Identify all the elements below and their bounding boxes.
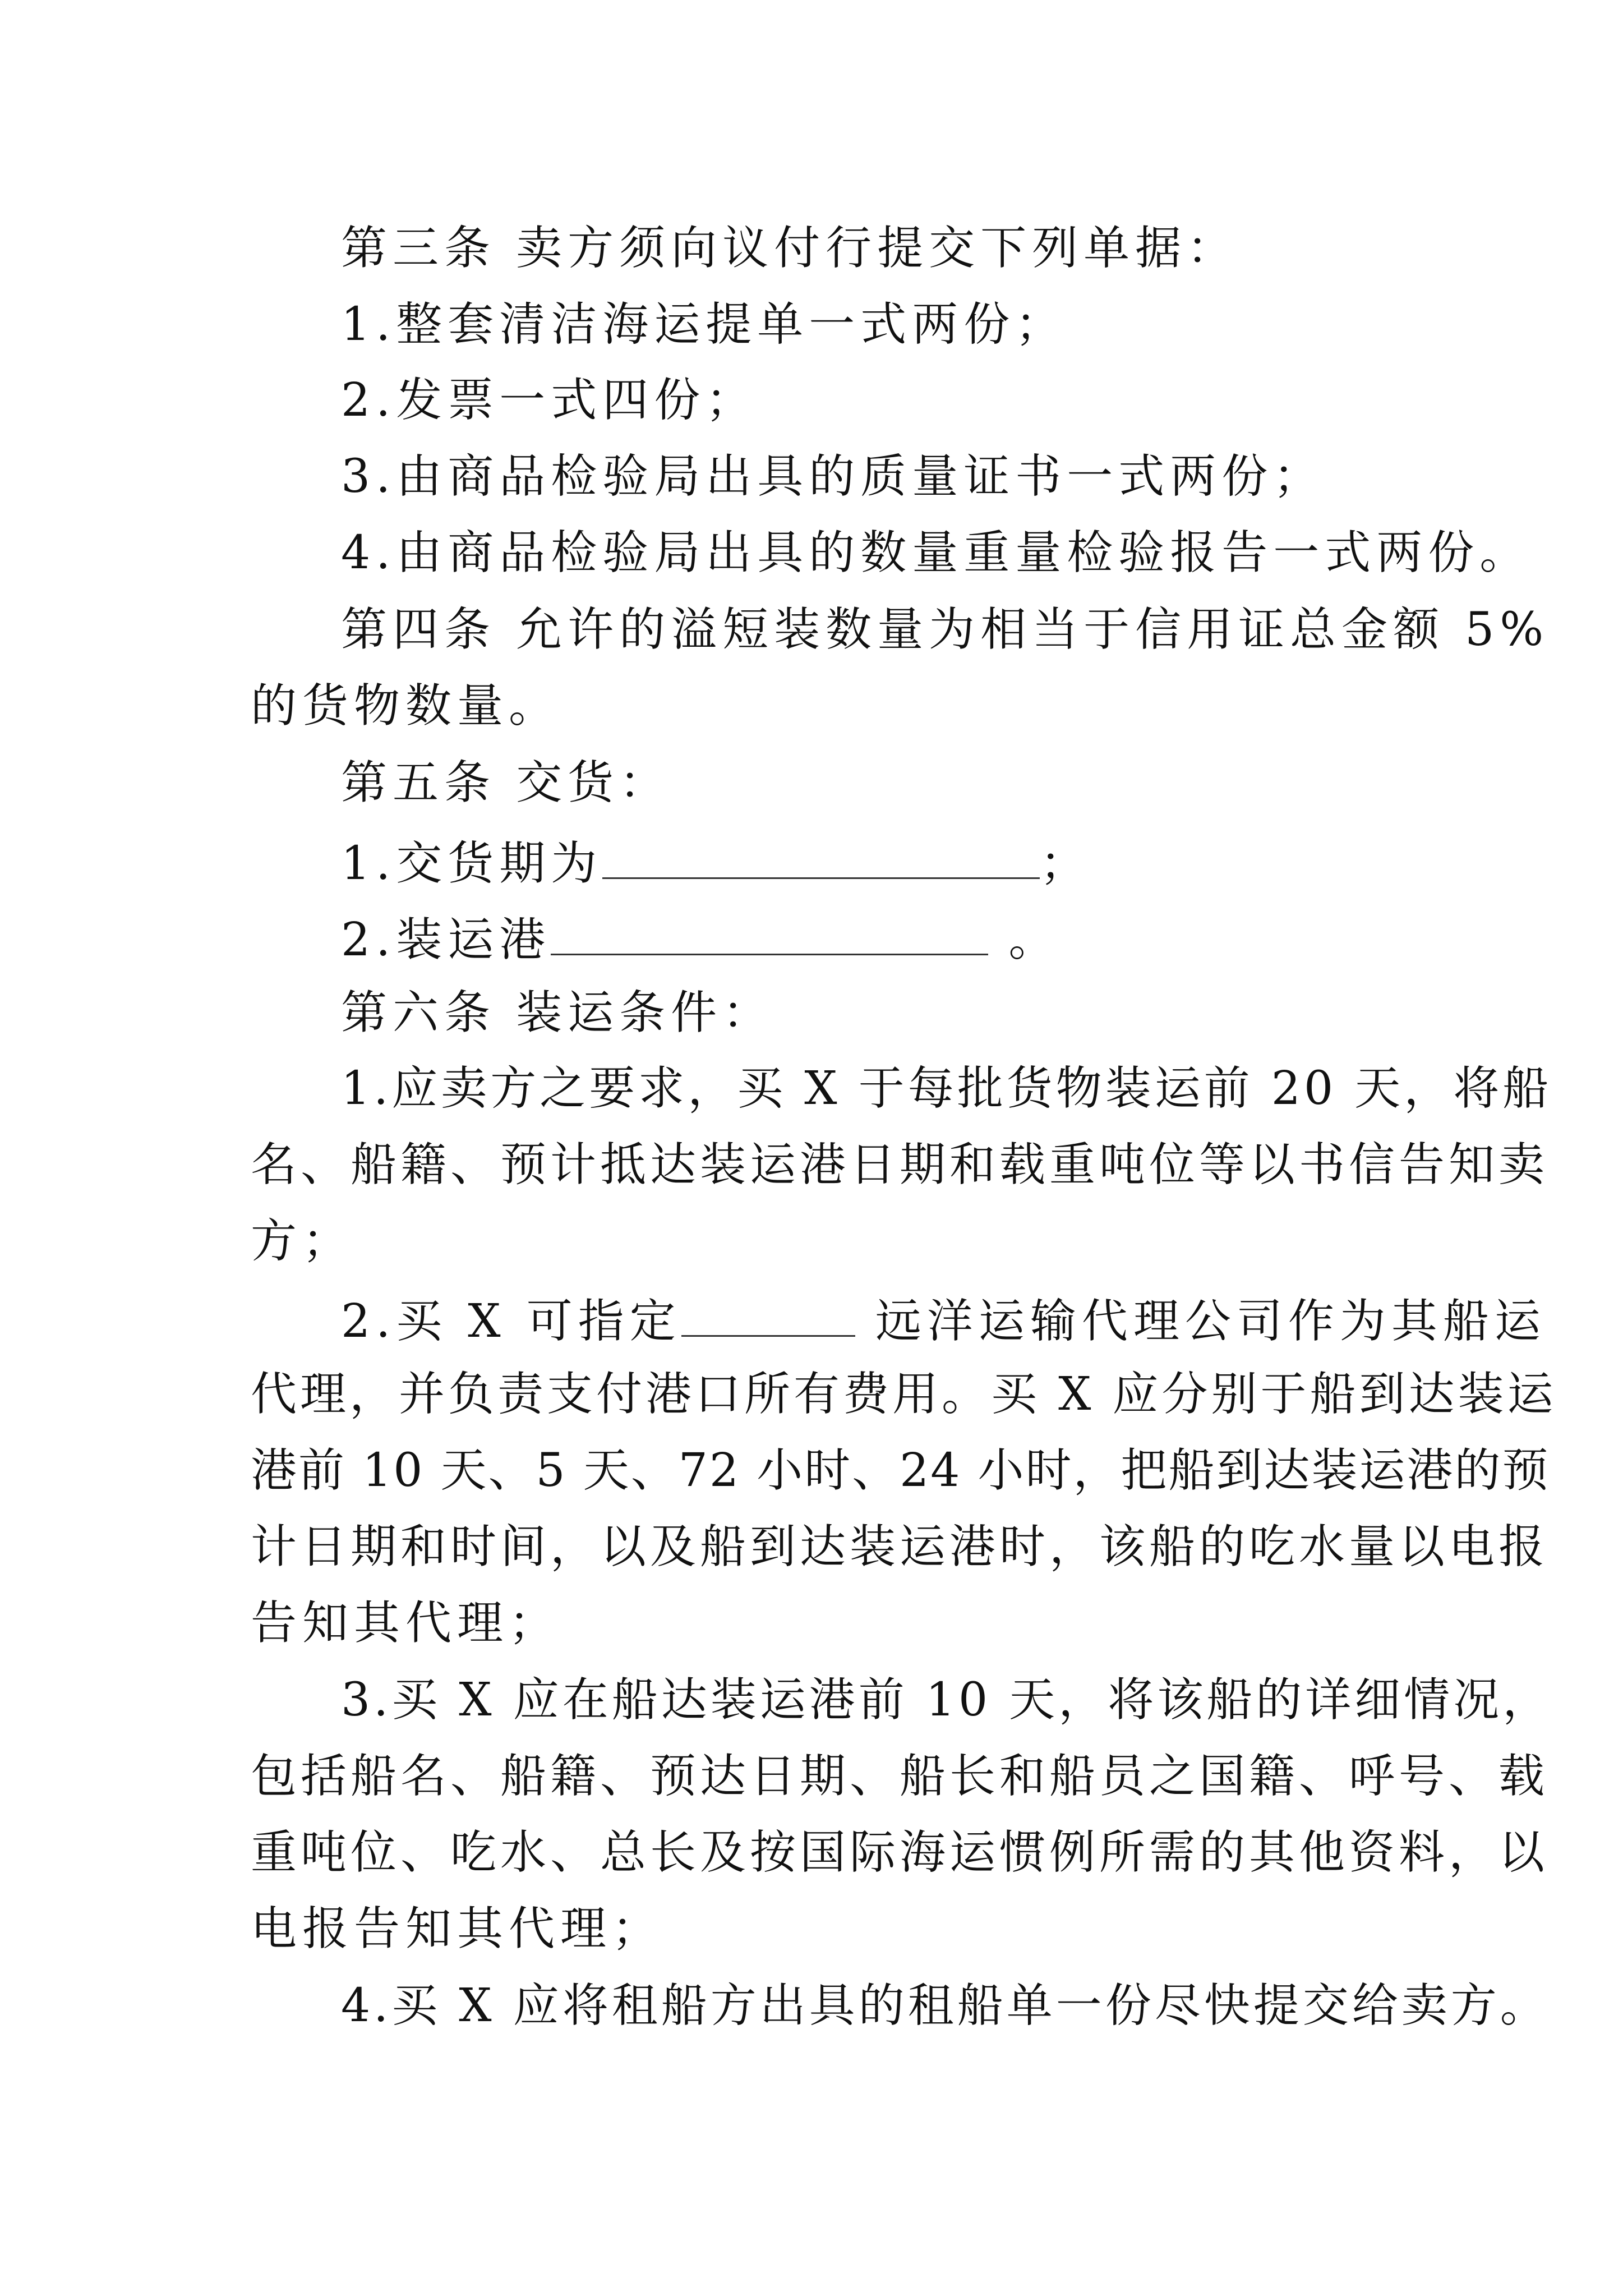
text-line [341,910,1060,967]
text-line [251,1368,1557,1421]
text-segment: 计日期和时间，以及船到达装运港时，该船的吃水量以电报 [251,1520,1549,1573]
text-line [341,222,1238,275]
text-line [341,603,1549,657]
text-segment: 4.由商品检验局出具的数量重量检验报告一式两份。 [341,526,1532,579]
text-segment: 1.整套清洁海运提单一式两份； [341,298,1067,351]
text-line [341,298,1067,352]
text-line [251,1750,1548,1803]
text-line [251,1444,1550,1498]
text-line [341,1673,1552,1727]
text-line [251,1596,560,1650]
text-segment: 1.交货期为 [341,837,603,890]
text-segment: 的货物数量。 [251,679,561,733]
text-line [341,834,1091,891]
text-line [341,526,1531,580]
text-segment: 港前 10 天、5 天、72 小时、24 小时，把船到达装运港的预 [251,1444,1550,1497]
fill-in-blank[interactable] [681,1291,855,1337]
text-segment: 名、船籍、预计抵达装运港日期和载重吨位等以书信告知卖 [251,1138,1549,1191]
text-line [341,1291,1546,1349]
text-segment: 第四条 允许的溢短装数量为相当于信用证总金额 5% [341,603,1550,656]
text-line [341,756,671,810]
text-line [251,1902,663,1956]
text-segment: 3.由商品检验局出具的质量证书一式两份； [341,450,1325,503]
text-segment: 重吨位、吃水、总长及按国际海运惯例所需的其他资料，以 [251,1826,1549,1879]
text-segment: 第六条 装运条件： [341,986,774,1039]
text-segment: 3.买 X 应在船达装运港前 10 天，将该船的详细情况， [341,1673,1552,1727]
text-segment: 2.装运港 [341,913,551,967]
text-segment: ； [1040,837,1092,890]
text-segment: 电报告知其代理； [251,1902,664,1955]
fill-in-blank[interactable] [602,834,1040,879]
text-segment: 2.发票一式四份； [341,374,758,427]
text-segment: 1.应卖方之要求，买 X 于每批货物装运前 20 天，将船 [341,1062,1552,1115]
text-line [341,986,774,1040]
text-line [341,374,757,427]
text-segment: 方； [251,1214,354,1268]
text-line [341,450,1325,504]
text-segment: 第五条 交货： [341,756,671,809]
text-line [341,1062,1552,1116]
text-segment: 4.买 X 应将租船方出具的租船单一份尽快提交给卖方。 [341,1979,1550,2032]
text-line [341,1979,1550,2033]
text-line [251,1138,1548,1192]
text-line [251,1520,1548,1574]
text-line [251,1214,354,1268]
text-segment: 2.买 X 可指定 [341,1295,681,1348]
text-line [251,1826,1548,1880]
text-segment: 代理，并负责支付港口所有费用。买 X 应分别于船到达装运 [251,1368,1557,1421]
text-segment: 远洋运输代理公司作为其船运 [855,1295,1546,1348]
text-segment: 。 [988,913,1061,967]
text-segment: 包括船名、船籍、预达日期、船长和船员之国籍、呼号、载 [251,1750,1549,1803]
fill-in-blank[interactable] [551,910,988,955]
text-segment: 第三条 卖方须向议付行提交下列单据： [341,222,1239,275]
text-segment: 告知其代理； [251,1596,561,1650]
text-line [251,679,560,733]
